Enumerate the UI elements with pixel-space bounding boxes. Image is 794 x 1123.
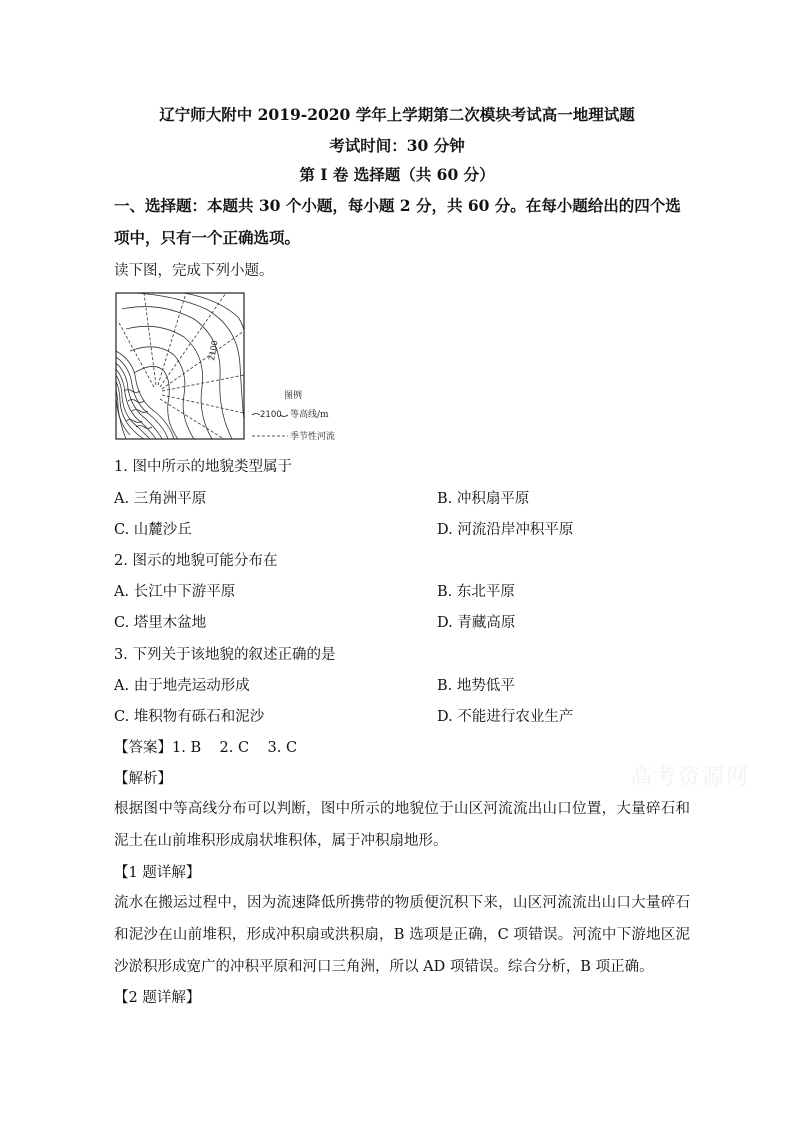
detail-1-text: 流水在搬运过程中，因为流速降低所携带的物质便沉积下来，山区河流流出山口大量碎石和泥沙在山前堆积，形成冲积扇或洪积扇，B 选项是正确，C 项错误。河流中下游地区泥沙淤积形成宽广的冲积平原和河口三角洲，所以 AD 项错误。综合分析，B 项正确。 xyxy=(114,895,690,975)
question-1-option-a: A. 三角洲平原 xyxy=(114,491,207,507)
question-2-option-c: C. 塔里木盆地 xyxy=(114,615,207,631)
question-1-option-d: D. 河流沿岸冲积平原 xyxy=(437,522,574,538)
question-3-option-b: B. 地势低平 xyxy=(437,678,515,694)
legend-contour-symbol xyxy=(252,414,260,416)
legend-river-label: 季节性河流 xyxy=(290,432,336,442)
question-2-option-d: D. 青藏高原 xyxy=(437,615,516,631)
legend-contour-value: 2100 xyxy=(260,410,282,420)
answer-text: 1. B 2. C 3. C xyxy=(172,740,298,756)
answer-line xyxy=(114,736,297,757)
answer-label: 【答案】 xyxy=(114,740,172,756)
question-2-option-a: A. 长江中下游平原 xyxy=(114,584,236,600)
question-1-option-b: B. 冲积扇平原 xyxy=(437,491,530,507)
legend-contour-label: 等高线/m xyxy=(290,410,329,420)
question-2-option-b: B. 东北平原 xyxy=(437,584,515,600)
volume-heading: 第 Ⅰ 卷 选择题（共 60 分） xyxy=(299,165,495,184)
analysis-label: 【解析】 xyxy=(114,771,172,787)
question-3-option-d: D. 不能进行农业生产 xyxy=(437,709,574,725)
detail-2-label: 【2 题详解】 xyxy=(114,990,201,1006)
contour-map-figure xyxy=(114,291,350,443)
analysis-text: 根据图中等高线分布可以判断，图中所示的地貌位于山区河流流出山口位置，大量碎石和泥土在山前堆积形成扇状堆积体，属于冲积扇地形。 xyxy=(114,801,690,849)
question-3-stem: 3. 下列关于该地貌的叙述正确的是 xyxy=(114,647,336,663)
question-2-stem: 2. 图示的地貌可能分布在 xyxy=(114,553,278,569)
exam-time: 考试时间：30 分钟 xyxy=(329,136,465,155)
section-instruction: 一、选择题：本题共 30 个小题，每小题 2 分，共 60 分。在每小题给出的四个选项中，只有一个正确选项。 xyxy=(114,196,681,247)
map-contour-annotation: 2100 xyxy=(207,339,220,362)
question-3-option-c: C. 堆积物有砾石和泥沙 xyxy=(114,709,265,725)
watermark: 高考资源网 xyxy=(630,765,751,790)
detail-1-label: 【1 题详解】 xyxy=(114,865,201,881)
question-1-option-c: C. 山麓沙丘 xyxy=(114,522,192,538)
legend-title: 图例 xyxy=(284,391,303,401)
question-3-option-a: A. 由于地壳运动形成 xyxy=(114,678,250,694)
question-1-stem: 1. 图中所示的地貌类型属于 xyxy=(114,459,292,475)
exam-title: 辽宁师大附中 2019-2020 学年上学期第二次模块考试高一地理试题 xyxy=(159,105,635,124)
read-map-prompt: 读下图，完成下列小题。 xyxy=(114,263,274,279)
